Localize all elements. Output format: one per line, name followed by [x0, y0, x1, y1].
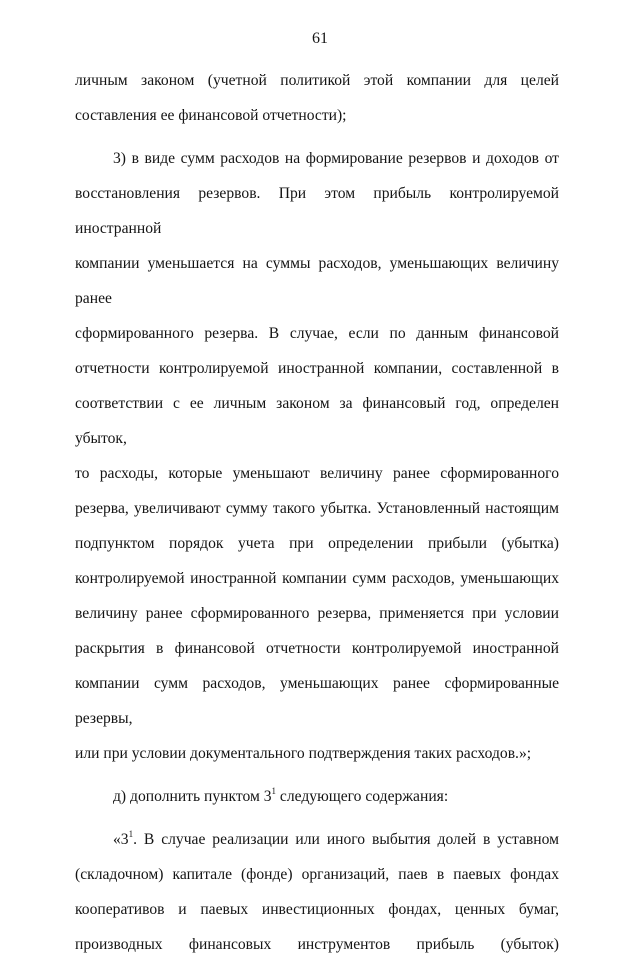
text-line: [75, 822, 559, 857]
text-line: контролируемой иностранной компании сумм расходов, уменьшающих: [75, 570, 559, 587]
text-line: резерва, увеличивают сумму такого убытка. Установленный настоящим: [75, 500, 559, 517]
text-line: величину ранее сформированного резерва, применяется при условии: [75, 605, 559, 622]
text-line: отчетности контролируемой иностранной компании, составленной в: [75, 360, 559, 377]
page-number: 61: [312, 30, 328, 47]
paragraph-clause-3-1: [75, 822, 559, 962]
text-line: компании уменьшается на суммы расходов, уменьшающих величину ранее: [75, 255, 559, 307]
superscript: 1: [271, 786, 277, 796]
text-line: кооперативов и паевых инвестиционных фондах, ценных бумаг,: [75, 901, 559, 918]
superscript: 1: [128, 829, 134, 839]
text-line: производных финансовых инструментов прибыль (убыток): [75, 936, 559, 953]
amendment-text-tail: следующего содержания:: [276, 788, 449, 805]
text-line: (складочном) капитале (фонде) организаций, паев в паевых фондах: [75, 866, 559, 883]
paragraph-continuation: [75, 63, 559, 133]
paragraph-amendment-d: [75, 779, 559, 814]
text-line: [75, 779, 559, 814]
clause-text: . В случае реализации или иного выбытия долей в уставном: [133, 831, 559, 848]
text-line: подпунктом порядок учета при определении прибыли (убытка): [75, 535, 559, 552]
text-line: компании сумм расходов, уменьшающих ранее сформированные резервы,: [75, 675, 559, 727]
amendment-text: д) дополнить пунктом 3: [113, 788, 272, 805]
text-line: восстановления резервов. При этом прибыль контролируемой иностранной: [75, 185, 559, 237]
document-body: [75, 63, 559, 962]
text-line: 3) в виде сумм расходов на формирование резервов и доходов от: [113, 150, 559, 167]
text-line: раскрытия в финансовой отчетности контролируемой иностранной: [75, 640, 559, 657]
clause-number: «3: [113, 831, 129, 848]
text-line: или при условии документального подтверждения таких расходов.»;: [75, 745, 532, 762]
paragraph-subitem-3: [75, 141, 559, 771]
text-line: сформированного резерва. В случае, если по данным финансовой: [75, 325, 559, 342]
text-line: составления ее финансовой отчетности);: [75, 107, 347, 124]
text-line: то расходы, которые уменьшают величину ранее сформированного: [75, 465, 559, 482]
text-line: соответствии с ее личным законом за финансовый год, определен убыток,: [75, 395, 559, 447]
text-line: личным законом (учетной политикой этой компании для целей: [75, 72, 559, 89]
